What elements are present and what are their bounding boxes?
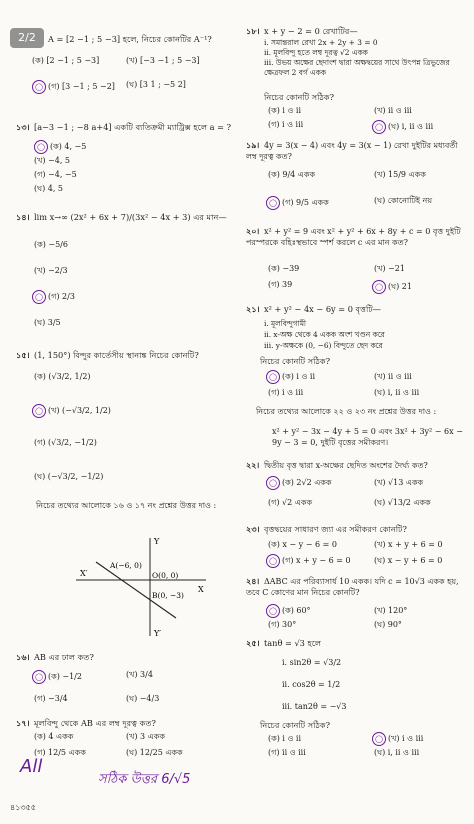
- option[interactable]: (গ) −4, −5: [34, 170, 77, 179]
- answer-circle-icon: ◯: [32, 290, 46, 304]
- answer-circle-icon: ◯: [372, 280, 386, 294]
- option[interactable]: (খ) x + y + 6 = 0: [374, 540, 443, 549]
- option[interactable]: (গ) i ও iii: [268, 120, 304, 129]
- handwritten-answer: সঠিক উত্তর 6/√5: [98, 772, 191, 787]
- option[interactable]: (খ) ii ও iii: [374, 106, 412, 115]
- option[interactable]: (ক) −39: [268, 264, 300, 273]
- answer-circle-icon: ◯: [372, 732, 386, 746]
- question-19: ১৯। 4y = 3(x − 4) এবং 4y = 3(x − 1) রেখা দুইটির মধ্যবর্তী লম্ব দূরত্ব কত?: [246, 140, 458, 161]
- coordinate-graph: [66, 532, 216, 642]
- info-equations: x² + y² − 3x − 4y + 5 = 0 এবং 3x² + 3y² − 6x − 9y − 3 = 0, দুইটি বৃত্তের সমীকরণ।: [272, 427, 463, 447]
- option[interactable]: (ক) x − y − 6 = 0: [268, 540, 337, 549]
- handwritten-all: All: [20, 756, 43, 777]
- option[interactable]: (গ) (√3/2, −1/2): [34, 438, 97, 447]
- label-x: X: [198, 585, 204, 594]
- option-marked[interactable]: ◯ (ক) 4, −5: [34, 140, 86, 154]
- option[interactable]: (খ) 3 একক: [126, 732, 165, 741]
- option[interactable]: (ঘ) √13/2 একক: [374, 498, 431, 507]
- question-16: ১৬। AB এর ঢাল কত?: [16, 652, 94, 662]
- option-marked[interactable]: ◯ (গ) x + y − 6 = 0: [266, 554, 351, 568]
- option[interactable]: (গ) i ও iii: [268, 388, 304, 397]
- option-marked[interactable]: ◯ (ক) 2√2 একক: [266, 476, 331, 490]
- question-14: ১৪। lim x→∞ (2x² + 6x + 7)/(3x² − 4x + 3) এর মান—: [16, 212, 227, 222]
- option[interactable]: (খ) [−3 −1 ; 5 −3]: [126, 56, 200, 65]
- answer-circle-icon: ◯: [266, 196, 280, 210]
- question-20: ২০। x² + y² = 9 এবং x² + y² + 6x + 8y + c = 0 বৃত্ত দুইটি পরস্পরকে বহিঃস্থভাবে স্পর্শ করলে c এর মান কত?: [246, 226, 461, 247]
- option[interactable]: (গ) 39: [268, 280, 293, 289]
- matrix-value: [2 −1 ; 5 −3]: [66, 34, 121, 44]
- option[interactable]: (ঘ) 12/25 একক: [126, 748, 183, 757]
- q18-prompt: নিচের কোনটি সঠিক?: [264, 92, 335, 102]
- option[interactable]: (খ) −4, 5: [34, 156, 71, 165]
- question-23: ২৩। বৃত্তদ্বয়ের সাধারণ জ্যা এর সমীকরণ কোনটি?: [246, 524, 407, 534]
- label-x-neg: X′: [80, 569, 88, 578]
- question-15: ১৫। (1, 150°) বিন্দুর কার্তেসীয় স্থানাঙ্ক নিচের কোনটি?: [16, 350, 199, 360]
- option[interactable]: (গ) 12/5 একক: [34, 748, 86, 757]
- option[interactable]: (ঘ) i, ii ও iii: [374, 748, 420, 757]
- label-point-a: A(−6, 0): [110, 561, 142, 570]
- option[interactable]: (ঘ) [3 1 ; −5 2]: [126, 80, 186, 89]
- option[interactable]: (গ) 30°: [268, 620, 297, 629]
- info-22-23: নিচের তথ্যের আলোকে ২২ ও ২৩ নং প্রশ্নের উত্তর দাও :: [256, 407, 437, 416]
- question-18: ১৮। x + y − 2 = 0 রেখাটির—: [246, 26, 358, 36]
- option[interactable]: (ক) i ও ii: [268, 106, 302, 115]
- option[interactable]: (ক) [2 −1 ; 5 −3]: [32, 56, 100, 65]
- option[interactable]: (গ) √2 একক: [268, 498, 313, 507]
- answer-circle-icon: ◯: [266, 604, 280, 618]
- answer-circle-icon: ◯: [34, 140, 48, 154]
- question-24: ২৪। ΔABC এর পরিব্যাসার্ধ 10 একক। যদি c = 10√3 একক হয়, তবে C কোণের মান নিচের কোনটি?: [246, 576, 459, 597]
- option[interactable]: (খ) ii ও iii: [374, 372, 412, 381]
- option-marked[interactable]: ◯ (গ) 2/3: [32, 290, 75, 304]
- left-column: [6, 0, 236, 824]
- option-marked[interactable]: ◯ (গ) [3 −1 ; 5 −2]: [32, 80, 115, 94]
- option[interactable]: (ক) 9/4 একক: [268, 170, 316, 179]
- option[interactable]: (ক) i ও ii: [268, 734, 302, 743]
- question-17: ১৭। মূলবিন্দু থেকে AB এর লম্ব দূরত্ব কত?: [16, 718, 156, 728]
- option[interactable]: (ক) −5/6: [34, 240, 68, 249]
- option[interactable]: (খ) −2/3: [34, 266, 68, 275]
- option[interactable]: (ঘ) 3/5: [34, 318, 61, 327]
- q21-items: i. মূলবিন্দুগামী ii. x-অক্ষ থেকে 4 একক অংশ খণ্ডন করে iii. y-অক্ষকে (0, −6) বিন্দুতে ছেদ করে: [264, 319, 385, 350]
- option-marked[interactable]: ◯ (গ) 9/5 একক: [266, 196, 329, 210]
- info-16-17: নিচের তথ্যের আলোকে ১৬ ও ১৭ নং প্রশ্নের উত্তর দাও :: [36, 501, 217, 510]
- option[interactable]: (ঘ) 4, 5: [34, 184, 63, 193]
- question-22: ২২। দ্বিতীয় বৃত্ত দ্বারা x-অক্ষের ছেদিত অংশের দৈর্ঘ্য কত?: [246, 460, 428, 470]
- question-text: হলে, নিচের কোনটির A⁻¹?: [122, 34, 212, 44]
- page-counter-badge: 2/2: [10, 28, 44, 48]
- answer-circle-icon: ◯: [266, 370, 280, 384]
- option[interactable]: (ঘ) x − y + 6 = 0: [374, 556, 443, 565]
- q21-prompt: নিচের কোনটি সঠিক?: [260, 356, 331, 366]
- q25-items: i. sin2θ = √3/2 ii. cos2θ = 1/2 iii. tan2θ = −√3: [282, 658, 347, 711]
- option[interactable]: (খ) 3/4: [126, 670, 153, 679]
- q18-items: i. সমান্তরাল রেখা 2x + 2y + 3 = 0 ii. মূলবিন্দু হতে লম্ব দূরত্ব √2 একক iii. উভয় অক্ষের ছেদাংশ দ্বারা অক্ষদ্বয়ের সাথে উৎপন্ন ত্রিভুজের ক্ষেত্রফল 2 বর্গ একক: [264, 38, 450, 77]
- option[interactable]: (ক) (√3/2, 1/2): [34, 372, 91, 381]
- option[interactable]: (ঘ) কোনোটিই নয়: [374, 196, 433, 205]
- option[interactable]: (গ) −3/4: [34, 694, 68, 703]
- answer-circle-icon: ◯: [32, 670, 46, 684]
- option-marked[interactable]: ◯ (ক) −1/2: [32, 670, 82, 684]
- answer-circle-icon: ◯: [372, 120, 386, 134]
- option[interactable]: (ঘ) (−√3/2, −1/2): [34, 472, 104, 481]
- matrix-label: A =: [48, 34, 64, 44]
- option-marked[interactable]: ◯ (ঘ) 21: [372, 280, 412, 294]
- question-13: ১৩। [a−3 −1 ; −8 a+4] একটি ব্যতিক্রমী ম্যাট্রিক্স হলে a = ?: [16, 122, 232, 132]
- option[interactable]: (খ) −21: [374, 264, 405, 273]
- option[interactable]: (ঘ) i, ii ও iii: [374, 388, 420, 397]
- option[interactable]: (ক) 4 একক: [34, 732, 74, 741]
- option-marked[interactable]: ◯ (খ) i ও iii: [372, 732, 423, 746]
- option[interactable]: (ঘ) −4/3: [126, 694, 160, 703]
- answer-circle-icon: ◯: [266, 476, 280, 490]
- option-marked[interactable]: ◯ (ক) 60°: [266, 604, 311, 618]
- answer-circle-icon: ◯: [32, 404, 46, 418]
- q25-prompt: নিচের কোনটি সঠিক?: [260, 720, 331, 730]
- option-marked[interactable]: ◯ (খ) (−√3/2, 1/2): [32, 404, 111, 418]
- option-marked[interactable]: ◯ (ক) i ও ii: [266, 370, 315, 384]
- option[interactable]: (খ) 15/9 একক: [374, 170, 426, 179]
- label-y-neg: Y′: [154, 629, 162, 638]
- option-marked[interactable]: ◯ (ঘ) i, ii ও iii: [372, 120, 433, 134]
- option[interactable]: (খ) √13 একক: [374, 478, 424, 487]
- answer-circle-icon: ◯: [266, 554, 280, 568]
- label-y: Y: [154, 537, 160, 546]
- label-origin: O(0, 0): [152, 571, 179, 580]
- label-point-b: B(0, −3): [152, 591, 184, 600]
- option[interactable]: (ঘ) 90°: [374, 620, 402, 629]
- option[interactable]: (খ) 120°: [374, 606, 408, 615]
- right-column: [242, 0, 470, 824]
- footer-code: ৪১৩৫৫: [10, 803, 36, 812]
- option[interactable]: (গ) ii ও iii: [268, 748, 306, 757]
- question-21: ২১। x² + y² − 4x − 6y = 0 বৃত্তটি—: [246, 304, 381, 314]
- answer-circle-icon: ◯: [32, 80, 46, 94]
- question-25: ২৫। tanθ = √3 হলে: [246, 638, 322, 648]
- question-matrix-inverse: [48, 34, 212, 45]
